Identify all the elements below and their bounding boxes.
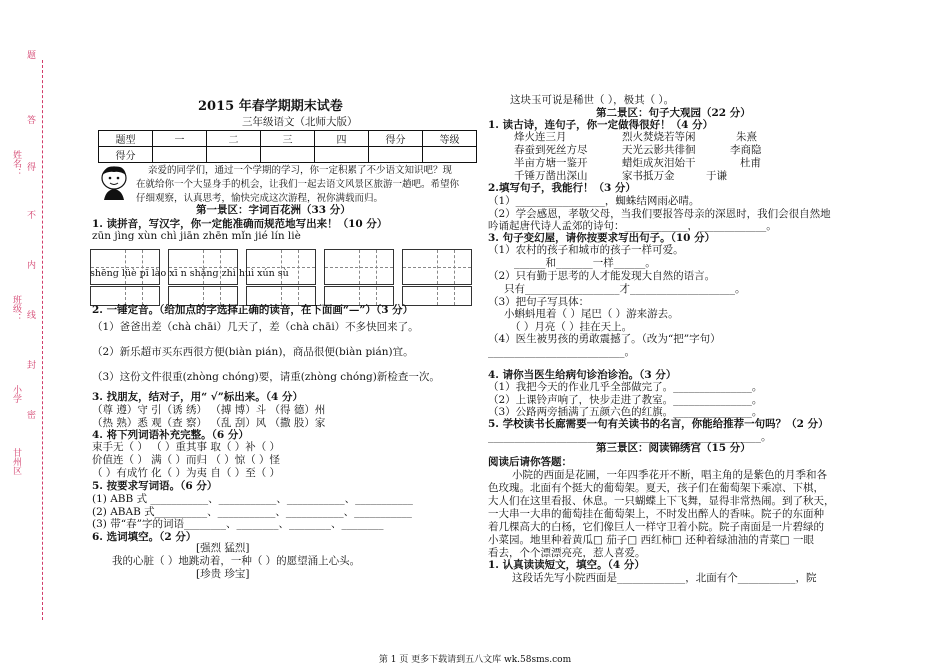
seal-char: 得: [25, 162, 35, 171]
q2-line: （1）爸爸出差（chà chāi）几天了，差（chà chāi）不多快回来了。: [92, 321, 419, 333]
r4-title: 4. 请你当医生给病句诊治诊治。（3 分）: [488, 369, 677, 381]
score-cell[interactable]: [423, 147, 477, 163]
score-cell[interactable]: [153, 147, 207, 163]
page-footer: 第 1 页 更多下载请到五八文库 wk.58sms.com: [378, 655, 572, 665]
q5-line: (3) 带“春”字的词语________、________、________、________: [92, 518, 384, 530]
q5-line: (1) ABB 式 ___________、___________、___________、___________: [92, 493, 413, 505]
r3-line: （1）农村的孩子和城市的孩子一样可爱。: [488, 244, 684, 256]
read-q1-title: 1. 认真读读短文，填空。（4 分）: [488, 559, 645, 571]
section2-title: 第二景区：句子大观园（22 分）: [596, 107, 751, 119]
answer-box[interactable]: [324, 249, 394, 285]
r1-title: 1. 读古诗，连句子，你一定做得很好！（4 分）: [488, 119, 714, 131]
poem-line: 千锤万凿出深山: [514, 170, 588, 182]
score-cell[interactable]: [207, 147, 261, 163]
r2-title: 2.填写句子，我能行！（3 分）: [488, 182, 636, 194]
score-table: [98, 130, 477, 163]
school-label: 小学: [11, 385, 21, 403]
r3-line: __________________________。: [488, 346, 635, 358]
section1-title: 第一景区：字词百花洲（33 分）: [196, 204, 351, 216]
score-header-cell: 题型: [99, 131, 153, 147]
score-row-label: 得分: [99, 147, 153, 163]
score-cell[interactable]: [369, 147, 423, 163]
answer-box[interactable]: [168, 286, 238, 306]
continued-line: 这块玉可说是稀世（ ），极其（ ）。: [510, 94, 675, 106]
q4-title: 4. 将下列词语补充完整。（6 分）: [92, 429, 249, 441]
score-header-cell: 三: [261, 131, 315, 147]
seal-char: 线: [25, 310, 35, 319]
r3-title: 3. 句子变幻屋，请你按要求写出句子。（10 分）: [488, 232, 716, 244]
q4-line: 价值连（ ） 满（ ）而归 （ ）惊（ ）怪: [92, 454, 281, 466]
score-header-cell: 一: [153, 131, 207, 147]
r3-line: 小蝌蚪甩着（ ）尾巴（ ）游来游去。: [504, 308, 679, 320]
q4-line: 束手无（ ） （ ）重其事 取（ ）补（ ）: [92, 441, 281, 453]
r5-title: 5. 学校读书长廊需要一句有关读书的名言，你能给推荐一句吗？（2 分）: [488, 418, 829, 430]
binding-margin: [11, 40, 54, 660]
score-header-cell: 等级: [423, 131, 477, 147]
q1-title: 1. 读拼音，写汉字，你一定能准确而规范地写出来！（10 分）: [92, 218, 388, 230]
seal-char: 不: [25, 210, 35, 219]
poem-line: 春蚕到死丝方尽: [514, 144, 588, 156]
q6-options: [强烈 猛烈]: [196, 542, 250, 554]
answer-box[interactable]: [90, 286, 160, 306]
answer-box[interactable]: [402, 249, 472, 285]
q6-title: 6. 选词填空。（2 分）: [92, 531, 197, 543]
score-header-cell: 四: [315, 131, 369, 147]
score-header-cell: 二: [207, 131, 261, 147]
reading-line: 一大串一大串的葡萄挂在葡萄架上，不时发出醉人的香味。院子的东面种: [488, 508, 824, 520]
r2-line: （1）_________________，蜘蛛结网雨必晴。: [488, 195, 700, 207]
poet-name: 朱熹: [736, 131, 757, 143]
seal-char: 封: [25, 360, 35, 369]
r2-line: （2）学会感恩，孝敬父母，当我们要报答母亲的深恩时，我们会很自然地: [488, 208, 831, 220]
q6-options: [珍贵 珍宝]: [196, 568, 250, 580]
section3-title: 第三景区：阅读锦绣宫（15 分）: [596, 442, 751, 454]
reading-line: 着几棵高大的白杨，它们像巨人一样守卫着小院。院子南面是一片碧绿的: [488, 521, 824, 533]
poem-line: 烽火连三月: [514, 131, 567, 143]
q3-title: 3. 找朋友，结对子，用“ √”标出来。（4 分）: [92, 391, 303, 403]
r4-line: （1）我把今天的作业几乎全部做完了。_______________。: [488, 381, 763, 393]
poem-line: 半亩方塘一鉴开: [514, 157, 588, 169]
reading-line: 色玫瑰。北面有个挺大的葡萄架。夏天，孩子们在葡萄架下乘凉、下棋，: [488, 482, 824, 494]
reading-line: 大人们在这里看报、休息。一只蝴蝶上下飞舞，显得非常热闹。到了秋天，: [488, 495, 835, 507]
reading-heading: 阅读后请你答题：: [488, 456, 572, 468]
score-cell[interactable]: [315, 147, 369, 163]
q3-line: （热 熟）悉 观（查 察） （乱 刮）风 （撒 股）家: [92, 417, 326, 429]
score-cell[interactable]: [261, 147, 315, 163]
poet-name: 杜甫: [740, 157, 761, 169]
seal-char: 密: [25, 410, 35, 419]
poem-line: 蜡炬成灰泪始干: [622, 157, 696, 169]
r3-line: （4）医生被男孩的勇敢震撼了。（改为“把”字句）: [488, 333, 721, 345]
poem-line: 烈火焚烧若等闲: [622, 131, 696, 143]
read-q1-line: 这段话先写小院西面是_____________，北面有个___________，院: [512, 572, 817, 584]
q1-pinyin-row: shēng lüè pī lào xī n shǎng zhì huì xún sù: [90, 268, 289, 279]
answer-box[interactable]: [246, 286, 316, 306]
r3-line: （2）只有勤于思考的人才能发现大自然的语言。: [488, 270, 716, 282]
answer-box[interactable]: [402, 286, 472, 306]
r2-line: 吟诵起唐代诗人孟郊的诗句：____________，_____________。: [488, 220, 777, 232]
intro-line: 仔细观察，认真思考，愉快完成这次游程，祝你满载而归。: [136, 193, 384, 204]
exam-title: 2015 年春学期期末试卷: [198, 99, 343, 114]
reading-line: 看去，个个漂漂亮亮，惹人喜爱。: [488, 547, 646, 559]
r5-answer-line: ____________________________________________________。: [488, 431, 772, 443]
q1-pinyin-row: zūn jìng xùn chì jiān zhēn mǐn jié lín liè: [92, 230, 301, 242]
q4-line: （ ）有成竹 化（ ）为夷 自（ ）至（ ）: [92, 467, 281, 479]
q2-line: （3）这份文件很重(zhòng chóng)要，请重(zhòng chóng)新检查一次。: [92, 371, 440, 383]
poet-name: 李商隐: [730, 144, 762, 156]
seal-char: 答: [25, 115, 35, 124]
q6-sentence: 我的心脏（ ）地跳动着，一种（ ）的愿望涌上心头。: [112, 555, 361, 567]
q3-line: （尊 遵）守 引（诱 绣） （搏 博）斗 （得 德）州: [92, 404, 326, 416]
intro-line: 在就给你一个大显身手的机会，让我们一起去语文风景区旅游一趟吧。希望你: [136, 179, 460, 190]
answer-box[interactable]: [324, 286, 394, 306]
reading-line: 小院的西面是花圃，一年四季花开不断，唱主角的是紫色的月季和各: [512, 469, 827, 481]
seal-char: 内: [25, 260, 35, 269]
r4-line: （2）上课铃声响了，快步走进了教室。_______________。: [488, 394, 763, 406]
student-avatar-icon: [96, 163, 132, 201]
seal-char: 题: [25, 50, 35, 59]
reading-line: 小菜园。地里种着黄瓜□ 茄子□ 西红柿□ 还种着绿油油的青菜□ 一眼: [488, 534, 815, 546]
poem-line: 家书抵万金: [622, 170, 675, 182]
r3-line: （ ）月亮（ ）挂在天上。: [510, 321, 633, 333]
intro-line: 亲爱的同学们，通过一个学期的学习，你一定积累了不少语文知识吧？现: [148, 165, 453, 176]
r3-line: 只有__________________才____________________。: [504, 283, 746, 295]
exam-subtitle: 三年级语文（北师大版）: [242, 116, 358, 128]
r3-line: ______和_______一样______。: [514, 257, 656, 269]
score-header-cell: 得分: [369, 131, 423, 147]
q5-title: 5. 按要求写词语。（6 分）: [92, 480, 218, 492]
class-label: 班级：: [11, 295, 21, 322]
r3-line: （3）把句子写具体：: [488, 296, 590, 308]
poet-name: 于谦: [706, 170, 727, 182]
q2-title: 2. 一锤定音。（给加点的字选择正确的读音，在下面画“—”）（3 分）: [92, 304, 414, 316]
poem-line: 天光云影共徘徊: [622, 144, 696, 156]
q2-line: （2）新乐超市买东西很方便(biàn pián)，商品很便(biàn pián)宜。: [92, 346, 414, 358]
binding-line: [42, 60, 43, 620]
district-label: 甘州区: [11, 448, 21, 475]
name-label: 姓名：: [11, 150, 21, 177]
q5-line: (2) ABAB 式__________、___________、___________、___________: [92, 506, 412, 518]
r4-line: （3）公路两旁插满了五颜六色的红旗。_______________。: [488, 406, 763, 418]
